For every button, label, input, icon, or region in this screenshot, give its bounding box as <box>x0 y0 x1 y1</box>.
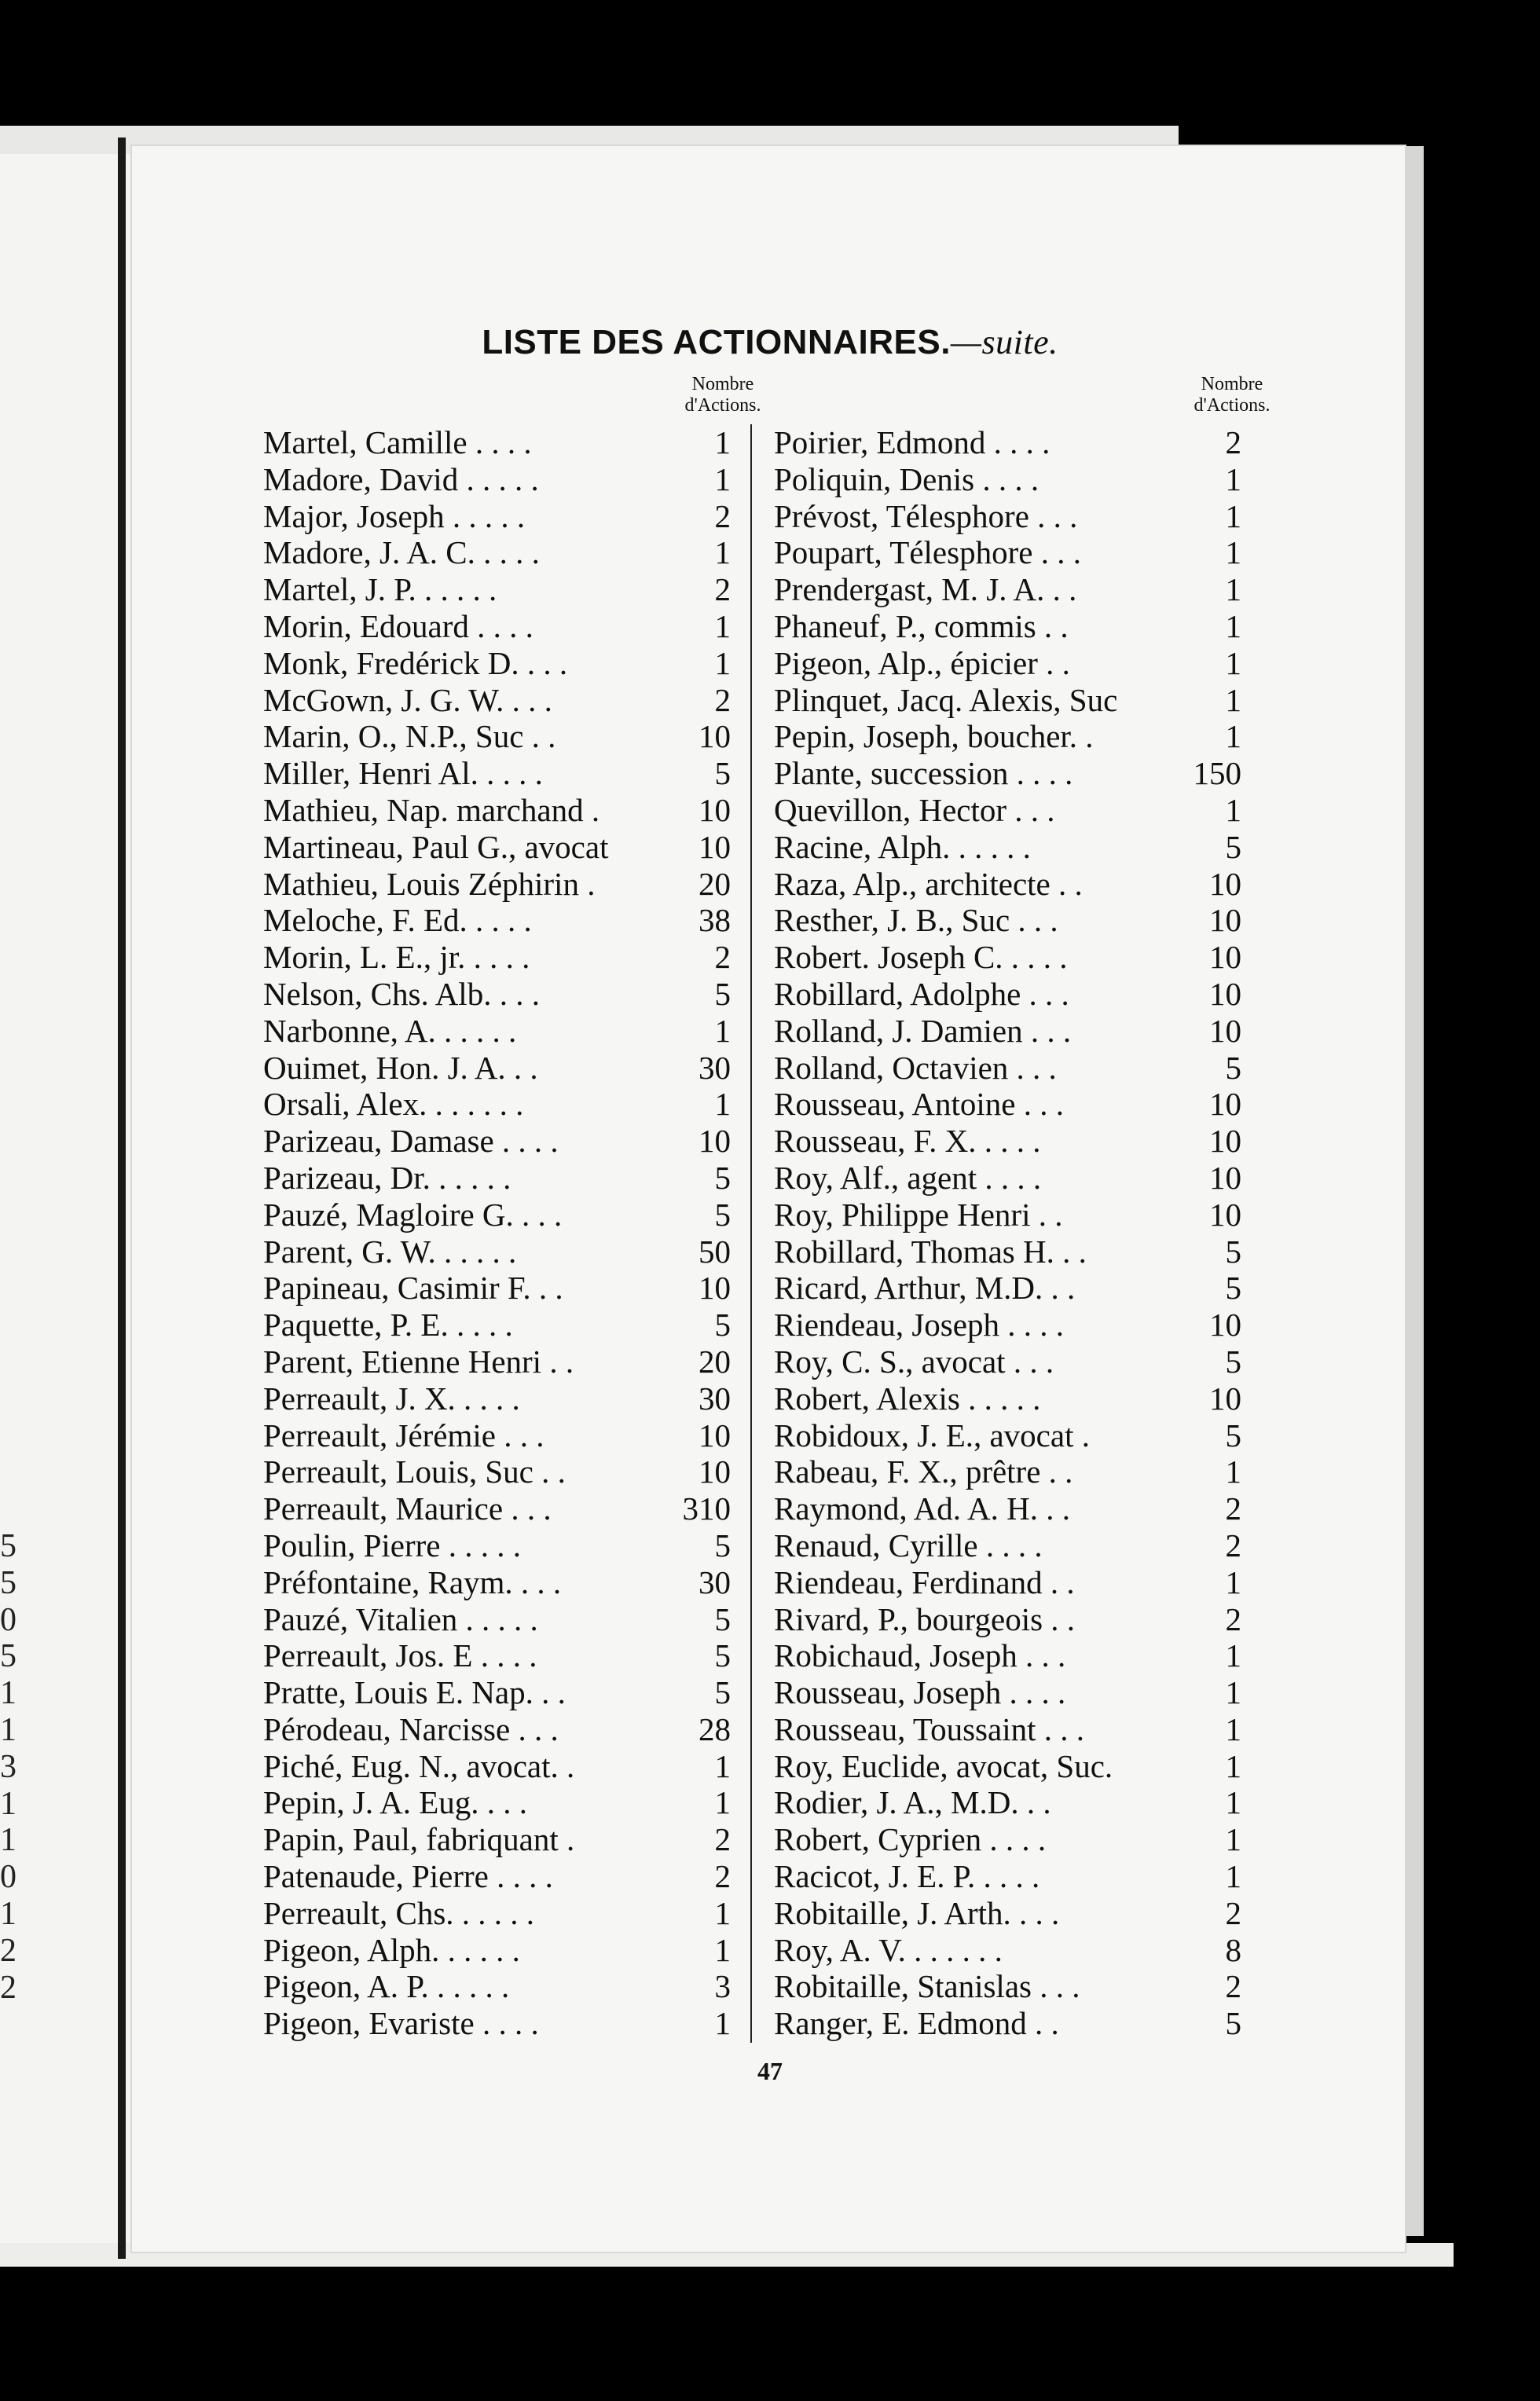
share-count: 1 <box>1225 534 1241 571</box>
shareholder-row <box>263 1233 731 1270</box>
shareholder-name: Plinquet, Jacq. Alexis, Suc <box>774 681 1118 718</box>
shareholder-row <box>263 1674 731 1711</box>
share-count: 30 <box>698 1380 731 1417</box>
share-count: 1 <box>714 424 731 460</box>
share-count: 5 <box>1225 828 1241 865</box>
share-count: 10 <box>698 1453 731 1490</box>
share-count: 10 <box>1209 975 1241 1012</box>
share-count: 10 <box>1209 902 1241 939</box>
shareholder-row <box>263 1086 731 1123</box>
shareholder-name: Perreault, Louis, Suc . . <box>263 1453 566 1490</box>
facing-page-digit: 5 <box>0 1638 16 1675</box>
shareholder-name: Marin, O., N.P., Suc . . <box>263 718 556 755</box>
share-count: 10 <box>1209 865 1241 902</box>
shareholder-row <box>263 1564 731 1601</box>
shareholder-name: Prévost, Télesphore . . . <box>774 497 1078 534</box>
shareholder-row <box>774 902 1241 939</box>
share-count: 5 <box>714 1600 731 1637</box>
shareholder-name: Piché, Eug. N., avocat. . <box>263 1747 575 1784</box>
shareholder-row <box>774 792 1241 829</box>
share-count: 310 <box>682 1490 731 1527</box>
share-count: 1 <box>714 1894 731 1931</box>
facing-page-digit: 2 <box>0 1969 16 2006</box>
share-count: 10 <box>1209 1012 1241 1049</box>
share-count: 1 <box>1225 460 1241 497</box>
shareholder-name: Patenaude, Pierre . . . . <box>263 1858 553 1895</box>
shareholder-row <box>263 534 731 571</box>
shareholder-row <box>774 1197 1241 1233</box>
share-count: 2 <box>1225 1600 1241 1637</box>
share-count: 2 <box>714 681 731 718</box>
shareholder-name: Raymond, Ad. A. H. . . <box>774 1490 1070 1527</box>
share-count: 2 <box>714 1858 731 1895</box>
shareholder-row <box>263 866 731 903</box>
shareholder-name: Pepin, Joseph, boucher. . <box>774 718 1094 755</box>
facing-page-digit: 0 <box>0 1859 16 1896</box>
shareholder-row <box>774 1123 1241 1160</box>
shareholder-row <box>263 792 731 829</box>
shareholder-row <box>263 1380 731 1417</box>
shareholder-row <box>774 534 1241 571</box>
shareholder-name: Pauzé, Vitalien . . . . . <box>263 1600 538 1637</box>
shareholder-row <box>263 498 731 535</box>
share-count: 1 <box>1225 497 1241 534</box>
shareholder-name: Pigeon, A. P. . . . . . <box>263 1968 510 2005</box>
facing-page-digit: 5 <box>0 1564 16 1601</box>
share-count: 2 <box>1225 1894 1241 1931</box>
share-count: 1 <box>1225 1858 1241 1895</box>
share-count: 10 <box>698 791 731 828</box>
shareholder-row <box>263 1637 731 1674</box>
shareholder-row <box>263 1748 731 1785</box>
shareholder-name: Prendergast, M. J. A. . . <box>774 571 1077 608</box>
shareholder-name: Perreault, J. X. . . . . <box>263 1380 520 1417</box>
shareholder-row <box>263 1711 731 1748</box>
facing-page-digit: 5 <box>0 1528 16 1564</box>
facing-page-digit: 3 <box>0 1748 16 1785</box>
shareholder-name: Ranger, E. Edmond . . <box>774 2005 1059 2042</box>
shareholder-name: Ricard, Arthur, M.D. . . <box>774 1270 1076 1307</box>
shareholder-name: Robert, Cyprien . . . . <box>774 1821 1047 1858</box>
shareholder-row <box>263 2005 731 2042</box>
share-count: 2 <box>1225 424 1241 460</box>
shareholder-row <box>263 829 731 866</box>
shareholder-name: Roy, Alf., agent . . . . <box>774 1159 1042 1196</box>
shareholder-row <box>774 1784 1241 1821</box>
share-count: 5 <box>714 1674 731 1711</box>
shareholder-row <box>774 1453 1241 1490</box>
shareholder-name: Martineau, Paul G., avocat <box>263 828 609 865</box>
share-count: 1 <box>1225 1637 1241 1674</box>
shareholder-row <box>774 1711 1241 1748</box>
shareholder-name: Roy, A. V. . . . . . . <box>774 1931 1003 1968</box>
shareholder-row <box>774 1601 1241 1638</box>
shareholder-name: Martel, J. P. . . . . . <box>263 571 497 608</box>
share-count: 5 <box>1225 1343 1241 1380</box>
shareholder-row <box>774 1050 1241 1087</box>
facing-page-digit: 1 <box>0 1675 16 1712</box>
shareholder-row <box>263 1527 731 1564</box>
shareholder-row <box>774 1417 1241 1454</box>
share-count: 2 <box>1225 1490 1241 1527</box>
shareholder-name: Rodier, J. A., M.D. . . <box>774 1784 1051 1821</box>
shareholder-name: Parent, Etienne Henri . . <box>263 1343 574 1380</box>
share-count: 30 <box>698 1049 731 1086</box>
share-count: 1 <box>714 2005 731 2042</box>
shareholder-name: Resther, J. B., Suc . . . <box>774 902 1058 939</box>
shareholder-row <box>774 1527 1241 1564</box>
share-count: 28 <box>698 1710 731 1747</box>
share-count: 5 <box>1225 2005 1241 2042</box>
shareholder-name: Robitaille, Stanislas . . . <box>774 1968 1080 2005</box>
shareholder-row <box>263 461 731 498</box>
share-count: 3 <box>714 1968 731 2005</box>
shareholder-name: Major, Joseph . . . . . <box>263 497 526 534</box>
shareholder-row <box>774 1307 1241 1343</box>
shareholder-name: Robert. Joseph C. . . . . <box>774 939 1068 976</box>
shareholder-row <box>263 1050 731 1087</box>
shareholder-name: Racicot, J. E. P. . . . . <box>774 1858 1040 1895</box>
left-shareholder-list <box>263 424 731 2042</box>
shareholder-name: Martel, Camille . . . . <box>263 424 532 460</box>
facing-page-digits <box>0 1528 24 2006</box>
shareholder-name: Pigeon, Alp., épicier . . <box>774 644 1070 681</box>
share-count: 1 <box>1225 681 1241 718</box>
shareholder-row <box>774 1821 1241 1858</box>
shareholder-name: Phaneuf, P., commis . . <box>774 607 1069 644</box>
shareholder-row <box>263 1197 731 1233</box>
shareholder-row <box>774 1858 1241 1895</box>
shareholder-name: Parent, G. W. . . . . . <box>263 1233 517 1270</box>
shareholder-row <box>774 571 1241 608</box>
shareholder-name: Parizeau, Dr. . . . . . <box>263 1159 512 1196</box>
shareholder-name: Poulin, Pierre . . . . . <box>263 1527 521 1563</box>
shareholder-name: Ouimet, Hon. J. A. . . <box>263 1049 538 1086</box>
share-count: 5 <box>714 975 731 1012</box>
shareholder-name: McGown, J. G. W. . . . <box>263 681 552 718</box>
shareholder-row <box>263 1307 731 1343</box>
shareholder-name: Roy, C. S., avocat . . . <box>774 1343 1054 1380</box>
shareholder-name: Roy, Philippe Henri . . <box>774 1196 1063 1233</box>
shareholder-name: Orsali, Alex. . . . . . . <box>263 1086 524 1123</box>
shareholder-name: Poliquin, Denis . . . . <box>774 460 1040 497</box>
shareholder-name: Rousseau, Toussaint . . . <box>774 1710 1084 1747</box>
shareholder-row <box>774 1233 1241 1270</box>
shareholder-name: Monk, Fredérick D. . . . <box>263 644 568 681</box>
left-header-line1: Nombre <box>691 374 754 394</box>
share-count: 1 <box>1225 718 1241 755</box>
shareholder-row <box>263 571 731 608</box>
share-count: 10 <box>1209 1159 1241 1196</box>
shareholder-name: Pérodeau, Narcisse . . . <box>263 1710 559 1747</box>
shareholder-name: Robillard, Adolphe . . . <box>774 975 1069 1012</box>
shareholder-name: Pratte, Louis E. Nap. . . <box>263 1674 566 1711</box>
facing-page-digit: 0 <box>0 1601 16 1638</box>
share-count: 10 <box>1209 1196 1241 1233</box>
share-count: 5 <box>714 1196 731 1233</box>
shareholder-name: Riendeau, Joseph . . . . <box>774 1307 1064 1343</box>
shareholder-row <box>263 1453 731 1490</box>
share-count: 10 <box>698 828 731 865</box>
shareholder-row <box>774 1968 1241 2005</box>
shareholder-row <box>263 1417 731 1454</box>
share-count: 2 <box>714 497 731 534</box>
shareholder-row <box>263 1490 731 1527</box>
shareholder-row <box>774 1490 1241 1527</box>
shareholder-row <box>774 1343 1241 1380</box>
share-count: 10 <box>1209 939 1241 976</box>
shareholder-row <box>263 1784 731 1821</box>
share-count: 1 <box>1225 1563 1241 1600</box>
left-column-header <box>660 374 786 416</box>
shareholder-row <box>774 866 1241 903</box>
shareholder-row <box>263 1932 731 1969</box>
share-count: 10 <box>1209 1123 1241 1160</box>
share-count: 1 <box>1225 1821 1241 1858</box>
shareholder-row <box>263 902 731 939</box>
shareholder-name: Morin, L. E., jr. . . . . <box>263 939 530 976</box>
share-count: 10 <box>698 718 731 755</box>
shareholder-row <box>774 2005 1241 2042</box>
share-count: 1 <box>714 1012 731 1049</box>
shareholder-name: Riendeau, Ferdinand . . <box>774 1563 1075 1600</box>
shareholder-name: Rousseau, F. X. . . . . <box>774 1123 1041 1160</box>
share-count: 50 <box>698 1233 731 1270</box>
share-count: 20 <box>698 1343 731 1380</box>
title-main: LISTE DES ACTIONNAIRES. <box>482 323 951 361</box>
share-count: 2 <box>714 939 731 976</box>
share-count: 5 <box>714 1307 731 1343</box>
shareholder-row <box>774 829 1241 866</box>
left-header-line2: d'Actions. <box>684 395 761 416</box>
shareholder-row <box>263 682 731 719</box>
shareholder-row <box>774 1270 1241 1307</box>
shareholder-name: Perreault, Chs. . . . . . <box>263 1894 535 1931</box>
shareholder-name: Poupart, Télesphore . . . <box>774 534 1081 571</box>
share-count: 30 <box>698 1563 731 1600</box>
share-count: 1 <box>714 1747 731 1784</box>
shareholder-name: Rousseau, Antoine . . . <box>774 1086 1064 1123</box>
shareholder-row <box>774 1380 1241 1417</box>
shareholder-name: Renaud, Cyrille . . . . <box>774 1527 1043 1563</box>
shareholder-name: Pigeon, Evariste . . . . <box>263 2005 539 2042</box>
shareholder-name: Pepin, J. A. Eug. . . . <box>263 1784 527 1821</box>
shareholder-row <box>263 939 731 976</box>
shareholder-row <box>774 608 1241 645</box>
shareholder-row <box>263 1270 731 1307</box>
share-count: 1 <box>714 1931 731 1968</box>
shareholder-row <box>774 424 1241 461</box>
share-count: 150 <box>1193 755 1241 792</box>
share-count: 38 <box>698 902 731 939</box>
facing-page-digit: 2 <box>0 1932 16 1969</box>
shareholder-name: Roy, Euclide, avocat, Suc. <box>774 1747 1113 1784</box>
shareholder-name: Perreault, Jos. E . . . . <box>263 1637 537 1674</box>
shareholder-row <box>774 498 1241 535</box>
shareholder-row <box>774 976 1241 1013</box>
share-count: 10 <box>1209 1086 1241 1123</box>
shareholder-row <box>774 1895 1241 1932</box>
shareholder-name: Pigeon, Alph. . . . . . <box>263 1931 520 1968</box>
share-count: 2 <box>1225 1527 1241 1563</box>
share-count: 8 <box>1225 1931 1241 1968</box>
shareholder-row <box>263 1601 731 1638</box>
share-count: 1 <box>1225 1453 1241 1490</box>
share-count: 2 <box>714 571 731 608</box>
shareholder-name: Papin, Paul, fabriquant . <box>263 1821 575 1858</box>
share-count: 1 <box>714 1784 731 1821</box>
shareholder-row <box>263 1123 731 1160</box>
shareholder-name: Madore, David . . . . . <box>263 460 539 497</box>
shareholder-name: Perreault, Maurice . . . <box>263 1490 552 1527</box>
share-count: 5 <box>1225 1233 1241 1270</box>
share-count: 1 <box>1225 791 1241 828</box>
shareholder-name: Robichaud, Joseph . . . <box>774 1637 1066 1674</box>
shareholder-row <box>774 939 1241 976</box>
shareholder-row <box>263 608 731 645</box>
share-count: 10 <box>698 1417 731 1453</box>
right-header-line1: Nombre <box>1201 374 1263 394</box>
share-count: 1 <box>1225 1747 1241 1784</box>
shareholder-name: Morin, Edouard . . . . <box>263 607 534 644</box>
shareholder-name: Rolland, J. Damien . . . <box>774 1012 1072 1049</box>
shareholder-name: Robitaille, J. Arth. . . . <box>774 1894 1060 1931</box>
shareholder-row <box>263 1858 731 1895</box>
shareholder-row <box>774 1637 1241 1674</box>
facing-page-digit: 1 <box>0 1822 16 1859</box>
shareholder-row <box>774 1564 1241 1601</box>
share-count: 1 <box>714 607 731 644</box>
shareholder-name: Narbonne, A. . . . . . <box>263 1012 517 1049</box>
page-title <box>0 322 1540 362</box>
shareholder-row <box>774 1748 1241 1785</box>
right-column-header <box>1169 374 1295 416</box>
share-count: 5 <box>714 1159 731 1196</box>
title-suffix: —suite. <box>950 323 1058 361</box>
shareholder-name: Papineau, Casimir F. . . <box>263 1270 563 1307</box>
shareholder-name: Rabeau, F. X., prêtre . . <box>774 1453 1073 1490</box>
shareholder-name: Racine, Alph. . . . . . <box>774 828 1031 865</box>
share-count: 2 <box>714 1821 731 1858</box>
shareholder-row <box>774 1160 1241 1197</box>
shareholder-name: Rolland, Octavien . . . <box>774 1049 1057 1086</box>
shareholder-row <box>263 1160 731 1197</box>
shareholder-name: Parizeau, Damase . . . . <box>263 1123 559 1160</box>
shareholder-name: Quevillon, Hector . . . <box>774 791 1055 828</box>
shareholder-row <box>774 1674 1241 1711</box>
shareholder-row <box>774 1086 1241 1123</box>
shareholder-row <box>263 1821 731 1858</box>
shareholder-name: Mathieu, Louis Zéphirin . <box>263 865 596 902</box>
shareholder-name: Robillard, Thomas H. . . <box>774 1233 1087 1270</box>
shareholder-row <box>263 976 731 1013</box>
shareholder-name: Perreault, Jérémie . . . <box>263 1417 544 1453</box>
share-count: 1 <box>1225 1710 1241 1747</box>
share-count: 5 <box>1225 1049 1241 1086</box>
share-count: 1 <box>1225 644 1241 681</box>
shareholder-name: Robert, Alexis . . . . . <box>774 1380 1041 1417</box>
shareholder-name: Poirier, Edmond . . . . <box>774 424 1050 460</box>
shareholder-name: Paquette, P. E. . . . . <box>263 1307 513 1343</box>
share-count: 5 <box>714 1637 731 1674</box>
share-count: 1 <box>1225 607 1241 644</box>
shareholder-row <box>774 718 1241 755</box>
right-shareholder-list <box>774 424 1241 2042</box>
share-count: 10 <box>698 1270 731 1307</box>
shareholder-name: Robidoux, J. E., avocat . <box>774 1417 1090 1453</box>
share-count: 10 <box>1209 1380 1241 1417</box>
share-count: 20 <box>698 865 731 902</box>
shareholder-row <box>774 645 1241 682</box>
share-count: 1 <box>1225 571 1241 608</box>
share-count: 10 <box>698 1123 731 1160</box>
share-count: 1 <box>1225 1784 1241 1821</box>
shareholder-name: Plante, succession . . . . <box>774 755 1073 792</box>
page-edge-right <box>1405 146 1424 2236</box>
shareholder-row <box>263 424 731 461</box>
shareholder-row <box>263 718 731 755</box>
shareholder-name: Rousseau, Joseph . . . . <box>774 1674 1066 1711</box>
shareholder-row <box>263 1895 731 1932</box>
shareholder-name: Nelson, Chs. Alb. . . . <box>263 975 540 1012</box>
share-count: 5 <box>714 1527 731 1563</box>
shareholder-row <box>263 755 731 792</box>
share-count: 1 <box>714 1086 731 1123</box>
column-divider <box>750 424 752 2043</box>
shareholder-name: Raza, Alp., architecte . . <box>774 865 1083 902</box>
shareholder-row <box>263 1013 731 1050</box>
shareholder-name: Préfontaine, Raym. . . . <box>263 1563 562 1600</box>
shareholder-name: Mathieu, Nap. marchand . <box>263 791 600 828</box>
shareholder-row <box>774 461 1241 498</box>
shareholder-name: Madore, J. A. C. . . . . <box>263 534 540 571</box>
share-count: 5 <box>714 755 731 792</box>
facing-page-digit: 1 <box>0 1895 16 1932</box>
share-count: 5 <box>1225 1270 1241 1307</box>
shareholder-row <box>774 682 1241 719</box>
shareholder-row <box>774 1013 1241 1050</box>
shareholder-name: Meloche, F. Ed. . . . . <box>263 902 532 939</box>
shareholder-name: Pauzé, Magloire G. . . . <box>263 1196 563 1233</box>
shareholder-row <box>774 1932 1241 1969</box>
facing-page-digit: 1 <box>0 1785 16 1822</box>
share-count: 1 <box>714 534 731 571</box>
page-number: 47 <box>757 2057 783 2085</box>
book-spine <box>118 137 126 2259</box>
right-header-line2: d'Actions. <box>1194 395 1270 416</box>
share-count: 1 <box>714 460 731 497</box>
shareholder-row <box>263 645 731 682</box>
shareholder-row <box>263 1968 731 2005</box>
facing-page-digit: 1 <box>0 1711 16 1748</box>
share-count: 10 <box>1209 1307 1241 1343</box>
share-count: 2 <box>1225 1968 1241 2005</box>
shareholder-row <box>774 755 1241 792</box>
shareholder-name: Rivard, P., bourgeois . . <box>774 1600 1076 1637</box>
share-count: 5 <box>1225 1417 1241 1453</box>
share-count: 1 <box>1225 1674 1241 1711</box>
shareholder-row <box>263 1343 731 1380</box>
share-count: 1 <box>714 644 731 681</box>
shareholder-name: Miller, Henri Al. . . . . <box>263 755 543 792</box>
